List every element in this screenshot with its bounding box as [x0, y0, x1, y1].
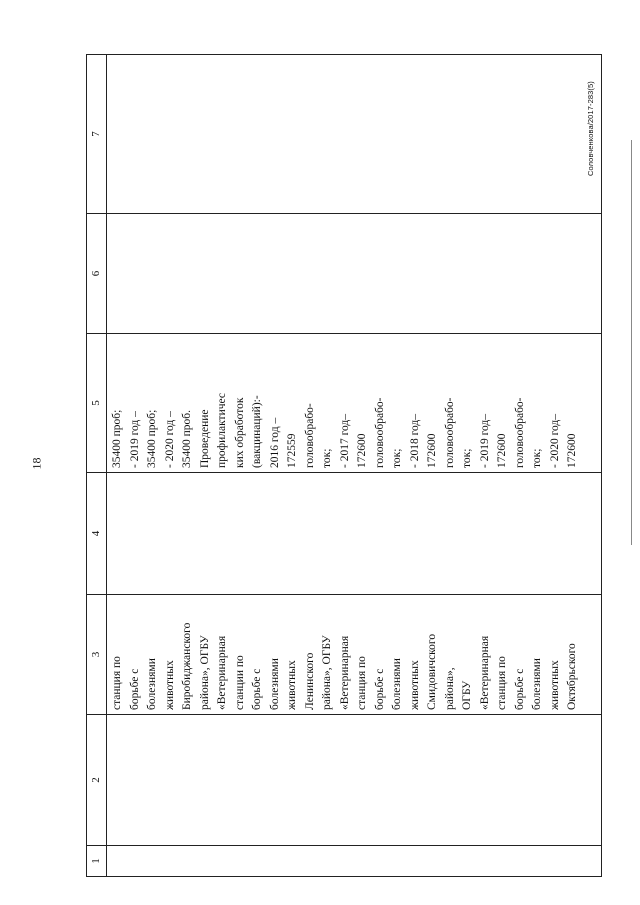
cell-line: ких обработок	[233, 397, 246, 468]
cell-line: ток;	[461, 448, 473, 468]
cell-line: 35400 проб.	[181, 409, 193, 468]
cell-line: борьбе с	[373, 668, 386, 710]
rotated-table	[86, 55, 602, 877]
cell-line: болезнями	[268, 658, 281, 710]
cell-line: 172600	[566, 433, 578, 468]
cell-line: головобрабо-	[303, 403, 316, 468]
cell-line: борьбе с	[251, 668, 263, 710]
header-col-5: 5	[87, 334, 107, 473]
header-col-3: 3	[87, 595, 107, 715]
cell-col-7	[107, 55, 602, 214]
cell-line: Биробиджанского	[181, 622, 193, 710]
cell-line: профилактичес	[216, 393, 228, 468]
cell-line: животных	[286, 660, 298, 710]
cell-line: головообрабо-	[513, 397, 526, 468]
cell-line: станции по	[233, 655, 246, 710]
cell-line: района»,	[443, 667, 456, 710]
cell-line: Октябрьского	[566, 643, 578, 710]
table-row	[107, 55, 602, 877]
cell-line: станция по	[356, 656, 368, 710]
cell-line: 35400 проб;	[111, 409, 123, 468]
cell-col-3	[107, 595, 602, 715]
page-number: 18	[29, 457, 44, 470]
cell-line: ток;	[531, 448, 543, 468]
cell-col-5-text	[107, 334, 582, 472]
cell-line: (вакцинаций):-	[251, 395, 263, 468]
cell-line: головообрабо-	[443, 397, 456, 468]
cell-col-2	[107, 715, 602, 846]
cell-line: станция по	[496, 656, 508, 710]
header-col-2: 2	[87, 715, 107, 846]
cell-col-1	[107, 846, 602, 877]
cell-col-6	[107, 214, 602, 334]
cell-line: - 2019 год–	[478, 413, 491, 468]
cell-line: ОГБУ	[461, 680, 473, 710]
cell-line: животных	[408, 660, 421, 710]
document-reference: Соловченкова/2017-283(5)	[586, 81, 595, 176]
cell-line: станция по	[111, 656, 123, 710]
cell-line: - 2017 год–	[338, 413, 351, 468]
cell-line: - 2019 год –	[128, 411, 141, 468]
cell-line: Смидовичского	[426, 633, 438, 710]
cell-line: района», ОГБУ	[198, 635, 211, 710]
cell-line: болезнями	[146, 658, 158, 710]
cell-line: Проведение	[198, 409, 211, 468]
header-col-4: 4	[87, 473, 107, 595]
cell-line: «Ветеринарная	[338, 635, 351, 710]
cell-line: - 2018 год–	[408, 413, 421, 468]
cell-line: - 2020 год–	[548, 413, 561, 468]
cell-line: болезнями	[531, 658, 543, 710]
cell-line: головообрабо-	[373, 397, 386, 468]
header-col-1: 1	[87, 846, 107, 877]
cell-line: ток;	[391, 448, 403, 468]
cell-line: борьбе с	[128, 668, 141, 710]
cell-line: района», ОГБУ	[321, 635, 333, 710]
cell-line: животных	[548, 660, 561, 710]
cell-line: Ленинского	[303, 652, 316, 710]
header-col-6: 6	[87, 214, 107, 334]
cell-line: - 2020 год –	[163, 411, 176, 468]
measures-table	[86, 54, 602, 877]
cell-line: болезнями	[391, 658, 403, 710]
cell-line: 172559	[286, 433, 298, 468]
cell-line: «Ветеринарная	[216, 635, 228, 710]
cell-line: 35400 проб;	[146, 409, 158, 468]
cell-line: 172600	[496, 433, 508, 468]
cell-line: животных	[163, 660, 176, 710]
header-row	[87, 55, 107, 877]
cell-line: 2016 год –	[268, 417, 281, 468]
cell-line: ток;	[321, 448, 333, 468]
cell-col-3-text	[107, 595, 582, 714]
header-col-7: 7	[87, 55, 107, 214]
cell-col-5	[107, 334, 602, 473]
cell-col-4	[107, 473, 602, 595]
cell-line: 172600	[426, 433, 438, 468]
cell-line: борьбе с	[513, 668, 526, 710]
margin-line	[631, 140, 632, 545]
cell-line: «Ветеринарная	[478, 635, 491, 710]
cell-line: 172600	[356, 433, 368, 468]
